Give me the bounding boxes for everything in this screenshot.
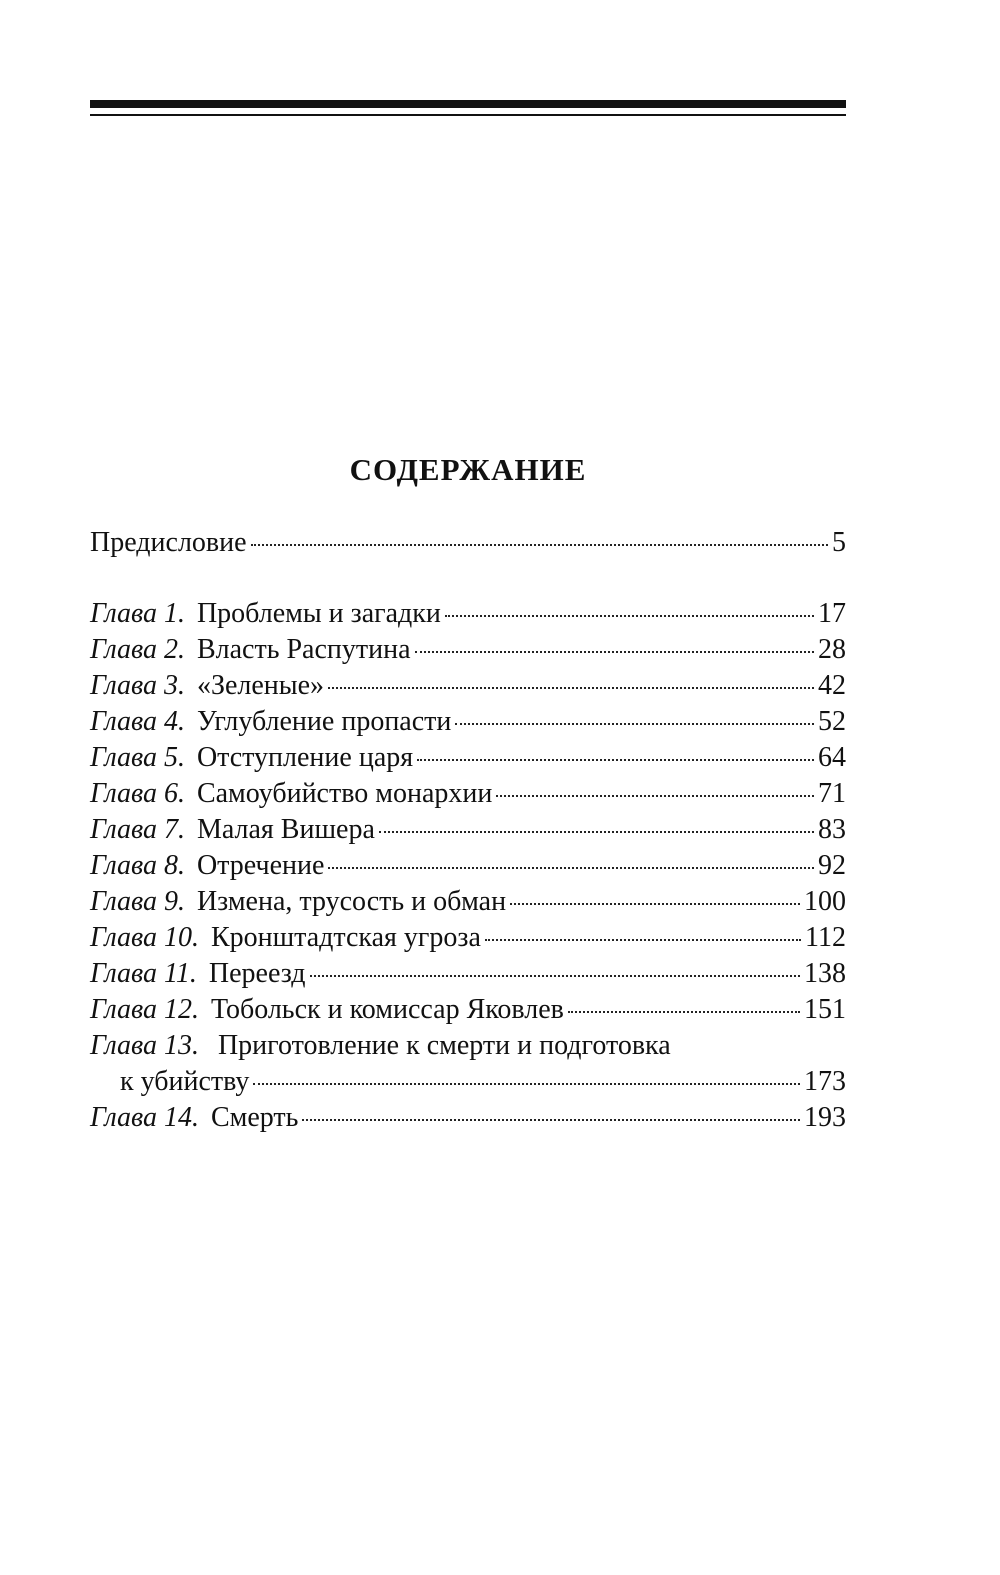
chapter-label: Глава 5.: [90, 742, 185, 773]
toc-entry-chapter-8[interactable]: [90, 848, 846, 884]
toc-page-number: 64: [818, 742, 846, 773]
toc-entry-title: Измена, трусость и обман: [196, 886, 507, 917]
toc-page-number: 52: [818, 706, 846, 737]
toc-entry-chapter-2[interactable]: [90, 632, 846, 668]
chapter-label: Глава 4.: [90, 706, 185, 737]
toc-page-number: 28: [818, 634, 846, 665]
toc-entry-chapter-7[interactable]: [90, 812, 846, 848]
toc-page-number: 71: [818, 778, 846, 809]
toc-entry-title: Отречение: [196, 850, 325, 881]
dot-leader: [302, 1119, 800, 1121]
toc-entry-chapter-11[interactable]: [90, 956, 846, 992]
chapter-label: Глава 10.: [90, 922, 199, 953]
toc-entry-title: «Зеленые»: [196, 670, 325, 701]
toc-page-number: 173: [804, 1066, 846, 1097]
toc-entry-title: Отступление царя: [196, 742, 414, 773]
toc-page-number: 5: [832, 527, 846, 558]
toc-entry-title-line-2: к убийству: [120, 1066, 250, 1097]
chapter-label: Глава 3.: [90, 670, 185, 701]
toc-entry-chapter-1[interactable]: [90, 596, 846, 632]
dot-leader: [328, 687, 814, 689]
dot-leader: [251, 544, 828, 546]
dot-leader: [445, 615, 814, 617]
dot-leader: [568, 1011, 800, 1013]
chapter-label: Глава 13.: [90, 1030, 199, 1061]
toc-entry-chapter-14[interactable]: [90, 1100, 846, 1136]
chapter-label: Глава 6.: [90, 778, 185, 809]
chapter-label: Глава 7.: [90, 814, 185, 845]
dot-leader: [310, 975, 800, 977]
toc-entry-chapter-9[interactable]: [90, 884, 846, 920]
dot-leader: [328, 867, 814, 869]
toc-entry-title: Переезд: [208, 958, 306, 989]
dot-leader: [496, 795, 814, 797]
toc-title: СОДЕРЖАНИЕ: [349, 452, 587, 487]
toc-entry-chapter-4[interactable]: [90, 704, 846, 740]
toc-entry-chapter-13[interactable]: [90, 1028, 846, 1064]
toc-page-number: 193: [804, 1102, 846, 1133]
toc-page-number: 17: [818, 598, 846, 629]
toc-entry-chapter-12[interactable]: [90, 992, 846, 1028]
toc-entry-chapter-10[interactable]: [90, 920, 846, 956]
toc-entry-title: Углубление пропасти: [196, 706, 452, 737]
toc-entry-title: Кронштадтская угроза: [210, 922, 481, 953]
toc-page-number: 92: [818, 850, 846, 881]
toc-entry-chapter-13-cont[interactable]: [90, 1064, 846, 1100]
dot-leader: [415, 651, 814, 653]
toc-entry-preface[interactable]: [90, 525, 846, 561]
dot-leader: [455, 723, 814, 725]
toc-page-number: 138: [804, 958, 846, 989]
toc-entry-title: Смерть: [210, 1102, 299, 1133]
header-rule-thick: [90, 100, 846, 108]
toc-entry-title: Предисловие: [90, 527, 247, 558]
chapter-label: Глава 14.: [90, 1102, 199, 1133]
dot-leader: [485, 939, 801, 941]
toc-page-number: 42: [818, 670, 846, 701]
chapter-label: Глава 11.: [90, 958, 197, 989]
toc-entry-title: Тобольск и комиссар Яковлев: [210, 994, 564, 1025]
header-rule-thin: [90, 114, 846, 116]
chapter-label: Глава 2.: [90, 634, 185, 665]
toc-entry-title-line-1: Приготовление к смерти и подготовка: [217, 1030, 671, 1061]
toc-entry-chapter-5[interactable]: [90, 740, 846, 776]
chapter-label: Глава 1.: [90, 598, 185, 629]
toc-entry-title: Власть Распутина: [196, 634, 411, 665]
toc-entry-title: Малая Вишера: [196, 814, 375, 845]
chapter-label: Глава 9.: [90, 886, 185, 917]
toc-page-number: 151: [804, 994, 846, 1025]
dot-leader: [417, 759, 814, 761]
chapter-label: Глава 12.: [90, 994, 199, 1025]
toc-page-number: 112: [805, 922, 846, 953]
dot-leader: [379, 831, 814, 833]
toc-entry-title: Самоубийство монархии: [196, 778, 493, 809]
toc-entry-chapter-3[interactable]: [90, 668, 846, 704]
dot-leader: [510, 903, 800, 905]
chapter-label: Глава 8.: [90, 850, 185, 881]
toc-page-number: 83: [818, 814, 846, 845]
toc-page-number: 100: [804, 886, 846, 917]
toc-entry-chapter-6[interactable]: [90, 776, 846, 812]
dot-leader: [253, 1083, 800, 1085]
toc-entry-title: Проблемы и загадки: [196, 598, 441, 629]
